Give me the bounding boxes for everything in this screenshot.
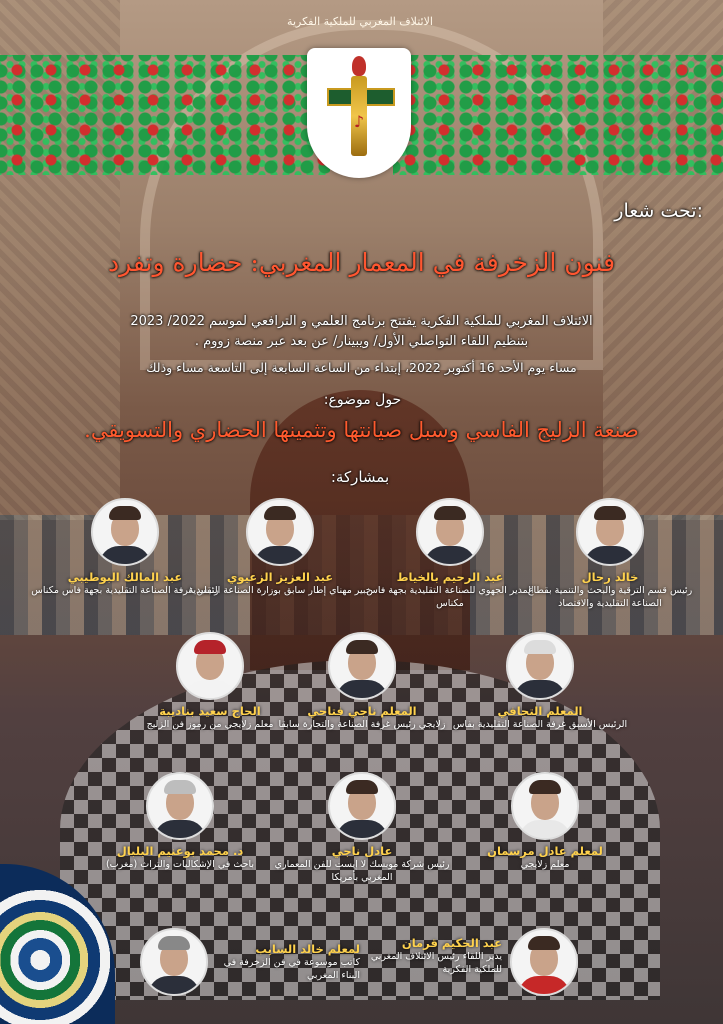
speaker-name: د. محمد بوعنيم البلبال bbox=[116, 844, 244, 858]
speaker-photo bbox=[510, 928, 578, 996]
speaker-card bbox=[360, 928, 600, 976]
event-date: مساء يوم الأحد 16 أكتوبر 2022، إبتداء من الساعة السابعة إلى التاسعة مساء وذلك bbox=[146, 360, 577, 375]
speaker-card bbox=[450, 772, 640, 871]
topic-label: حول موضوع: bbox=[323, 392, 402, 408]
speaker-photo bbox=[140, 928, 208, 996]
speaker-card bbox=[85, 772, 275, 871]
speaker-role: كاتب موسوعة في فن الزخرفة في البناء المغربي bbox=[223, 957, 360, 981]
speaker-name: المعلم التجافي bbox=[497, 704, 583, 718]
speaker-role: معلم زلايجي من رموز فن الزليج bbox=[146, 719, 274, 730]
intro-line-2: بتنظيم اللقاء التواصلي الأول/ ويبينار/ عن بعد عبر منصة زووم . bbox=[194, 334, 529, 349]
organization-arc-text: الائتلاف المغربي للملكية الفكرية bbox=[287, 15, 433, 28]
speaker-name: الحاج سعيد بناديبة bbox=[159, 704, 261, 718]
intro-line-1: الائتلاف المغربي للملكية الفكرية يفتتح برنامج العلمي و الترافعي لموسم 2022/ 2023 bbox=[130, 314, 593, 329]
speaker-role: خبير مهناي إطار سابق بوزارة الصناعة التقليدية bbox=[188, 585, 372, 596]
speaker-card bbox=[267, 772, 457, 884]
speaker-role: يدير اللقاء رئيس الائتلاف المغربي للملكية الفكرية bbox=[370, 951, 502, 975]
speaker-photo bbox=[246, 498, 314, 566]
speaker-name: عبد العزيز الزعيوي bbox=[226, 570, 334, 584]
event-topic: صنعة الزليج الفاسي وسبل صيانتها وتثمينها الحضاري والتسويقي. bbox=[84, 418, 639, 442]
speaker-card bbox=[515, 498, 705, 610]
speaker-photo bbox=[576, 498, 644, 566]
speaker-photo bbox=[416, 498, 484, 566]
speaker-role: الرئيس الأسبق غرفة الصناعة التقليدية بفاس bbox=[452, 719, 628, 730]
speaker-name: المعلم ناجي فتاحي bbox=[307, 704, 417, 718]
speaker-role: باحث في الإشكاليات والتراث (مغرب) bbox=[105, 859, 255, 870]
speaker-name: عبد الرحيم بالخياط bbox=[396, 570, 504, 584]
flower-garland-left bbox=[0, 55, 330, 175]
speaker-photo bbox=[506, 632, 574, 700]
speaker-role: معلم زلايجي bbox=[520, 859, 570, 870]
speaker-name: عبد الحكيم قرمان bbox=[401, 936, 502, 950]
speaker-card bbox=[267, 632, 457, 731]
torch-flame-icon bbox=[352, 56, 366, 76]
speaker-name: عبد المالك البوطيبي bbox=[67, 570, 183, 584]
speaker-photo bbox=[328, 632, 396, 700]
speaker-card bbox=[120, 928, 360, 982]
speaker-role: المدير الجهوي للصناعة التقليدية بجهة فاس مكناس bbox=[366, 585, 534, 609]
speaker-photo bbox=[146, 772, 214, 840]
flower-garland-right bbox=[393, 55, 723, 175]
speaker-role: رئيس غرفة الصناعة التقليدية بجهة فاس مكناس bbox=[31, 585, 219, 596]
speaker-name: لمعلم خالد السايب bbox=[255, 942, 360, 956]
speaker-card bbox=[445, 632, 635, 731]
speaker-photo bbox=[176, 632, 244, 700]
intro-text bbox=[30, 312, 693, 352]
speaker-role: رئيس شركة موبسك لا إيست للفن المعماري المغربي بأمريكا bbox=[274, 859, 450, 883]
speaker-name: عادل ناجي bbox=[331, 844, 393, 858]
participants-label: بمشاركة: bbox=[330, 468, 390, 486]
organization-logo bbox=[307, 48, 411, 178]
speaker-role: رئيس قسم الترقية والبحث والتنمية بقطاع الصناعة التقليدية والاقتصاد bbox=[527, 585, 693, 609]
speaker-photo bbox=[511, 772, 579, 840]
music-note-icon: ♪ bbox=[353, 112, 365, 131]
under-slogan-label: تحت شعار: bbox=[614, 200, 703, 222]
speaker-card bbox=[185, 498, 375, 597]
speaker-name: لمعلم عادل مرسمان bbox=[487, 844, 603, 858]
speaker-name: خالد رحال bbox=[581, 570, 639, 584]
speaker-photo bbox=[91, 498, 159, 566]
event-slogan: فنون الزخرفة في المعمار المغربي: حضارة وتفرد bbox=[107, 248, 616, 277]
speaker-photo bbox=[328, 772, 396, 840]
speaker-role: زلايجي رئيس غرفة الصناعة والتجارة سابقا bbox=[278, 719, 446, 730]
